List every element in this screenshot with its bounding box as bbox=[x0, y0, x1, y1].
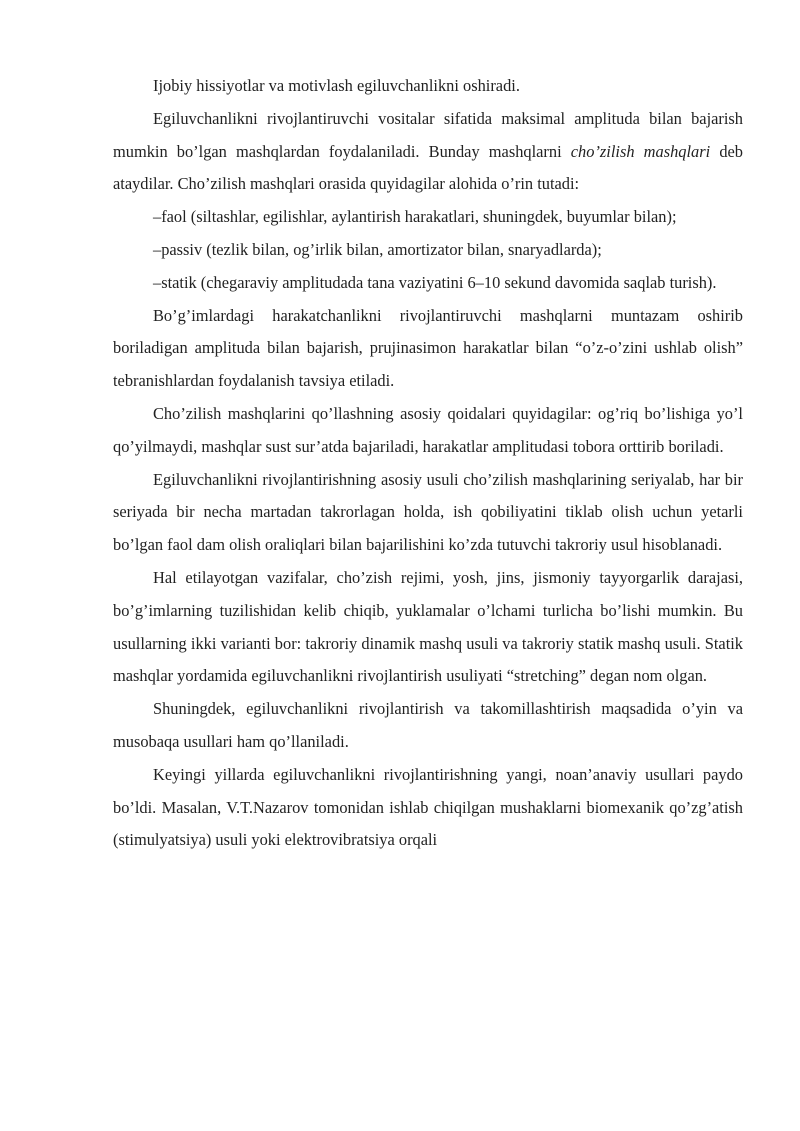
list-item-active: –faol (siltashlar, egilishlar, aylantirish harakatlari, shuningdek, buyumlar bilan); bbox=[153, 207, 677, 227]
paragraph-game-methods: Shuningdek, egiluvchanlikni rivojlantirish va takomillashtirish maqsadida o’yin va musobaqa usullari ham qo’llaniladi. bbox=[113, 699, 743, 751]
list-item-passive: –passiv (tezlik bilan, og’irlik bilan, amortizator bilan, snaryadlarda); bbox=[153, 239, 602, 259]
paragraph-main-method: Egiluvchanlikni rivojlantirishning asosiy usuli cho’zilish mashqlarining seriyalab, har bir seriyada bir necha martadan takrorlagan holda, ish qobiliyatini tiklab olish uchun yetarli bo’lgan faol dam olish oraliqlari bilan bajarilishini ko’zda tutuvchi takroriy usul hisoblanadi. bbox=[113, 469, 743, 555]
paragraph-joint-mobility: Bo’g’imlardagi harakatchanlikni rivojlantiruvchi mashqlarni muntazam oshirib boriladigan amplituda bilan bajarish, prujinasimon harakatlar bilan “o’z-o’zini ushlab olish” tebranishlardan foydalanish tavsiya etiladi. bbox=[113, 305, 743, 391]
paragraph-basic-rules: Cho’zilish mashqlarini qo’llashning asosiy qoidalari quyidagilar: og’riq bo’lishiga yo’l qo’yilmaydi, mashqlar sust sur’atda bajariladi, harakatlar amplitudasi tobora orttirib boriladi. bbox=[113, 403, 743, 456]
paragraph-stretching-means-text-before: Egiluvchanlikni rivojlantiruvchi vositalar sifatida maksimal amplituda bilan bajarish mumkin bo’lgan mashqlardan foydalaniladi. Bunday mashqlarni bbox=[113, 108, 743, 161]
paragraph-intro: Ijobiy hissiyotlar va motivlash egiluvchanlikni oshiradi. bbox=[153, 76, 520, 95]
paragraph-stretching-means-text-after: deb ataydilar. Cho’zilish mashqlari orasida quyidagilar alohida o’rin tutadi: bbox=[113, 141, 743, 194]
list-item-static: –statik (chegaraviy amplitudada tana vaziyatini 6–10 sekund davomida saqlab turish). bbox=[153, 272, 717, 292]
paragraph-new-methods: Keyingi yillarda egiluvchanlikni rivojlantirishning yangi, noan’anaviy usullari paydo bo’ldi. Masalan, V.T.Nazarov tomonidan ishlab chiqilgan mushaklarni biomexanik qo’zg’atish (stimulyatsiya) usuli yoki elektrovibratsiya orqali bbox=[113, 764, 743, 850]
document-page bbox=[113, 70, 743, 857]
paragraph-load-variants: Hal etilayotgan vazifalar, cho’zish rejimi, yosh, jins, jismoniy tayyorgarlik darajasi, bo’g’imlarning tuzilishidan kelib chiqib, yuklamalar o’lchami turlicha bo’lishi mumkin. Bu usullarning ikki varianti bor: takroriy dinamik mashq usuli va takroriy statik mashq usuli. Statik mashqlar yordamida egiluvchanlikni rivojlantirish usuliyati “stretching” degan nom olgan. bbox=[113, 567, 743, 686]
stretching-exercises-term: cho’zilish mashqlari bbox=[570, 141, 711, 161]
paragraph-stretching-means bbox=[113, 103, 743, 201]
